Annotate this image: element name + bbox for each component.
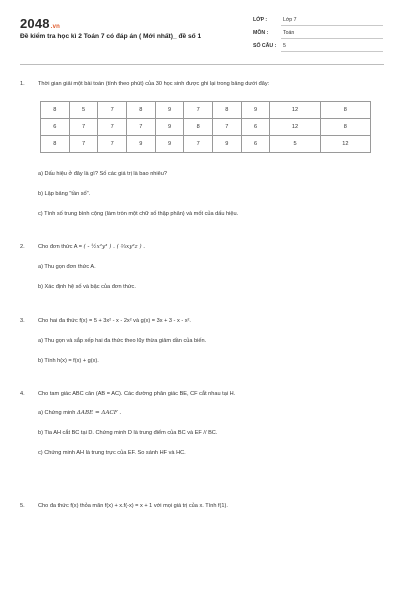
table-cell: 6 — [241, 136, 270, 153]
triangle-congruence: ΔABE = ΔACF . — [76, 410, 122, 416]
table-cell: 9 — [213, 136, 242, 153]
table-cell: 12 — [270, 119, 320, 136]
q4-part-b: b) Tia AH cắt BC tại D. Chứng minh D là trung điểm của BC và EF // BC. — [38, 430, 218, 436]
q3-part-b: b) Tính h(x) = f(x) + g(x). — [38, 358, 99, 364]
table-cell: 9 — [241, 102, 270, 119]
question-2: 2. Cho đơn thức A = ( - ½x²y³ ) . ( ⅔xy²z ) . — [20, 244, 146, 250]
table-cell: 8 — [41, 102, 70, 119]
table-cell: 7 — [184, 102, 213, 119]
table-cell: 7 — [184, 136, 213, 153]
table-cell: 12 — [270, 102, 320, 119]
table-cell: 8 — [320, 102, 370, 119]
monomial-expression: ( - ½x²y³ ) . ( ⅔xy²z ) . — [83, 244, 146, 250]
table-cell: 7 — [69, 136, 98, 153]
table-cell: 8 — [184, 119, 213, 136]
table-cell: 9 — [155, 119, 184, 136]
meta-socau: SỐ CÂU : 5 — [253, 43, 383, 53]
table-cell: 9 — [127, 136, 156, 153]
table-row — [41, 136, 371, 153]
table-cell: 8 — [127, 102, 156, 119]
page-title: Đề kiểm tra học kì 2 Toán 7 có đáp án ( Mới nhất)_ đề số 1 — [20, 33, 202, 40]
table-cell: 8 — [41, 136, 70, 153]
table-cell: 7 — [98, 119, 127, 136]
header-divider — [20, 64, 384, 65]
meta-lop: LỚP : Lớp 7 — [253, 17, 383, 27]
table-cell: 7 — [98, 102, 127, 119]
q1-part-a: a) Dấu hiệu ở đây là gì? Số các giá trị là bao nhiêu? — [38, 171, 167, 177]
meta-mon: MÔN : Toán — [253, 30, 383, 40]
table-cell: 8 — [320, 119, 370, 136]
table-cell: 5 — [69, 102, 98, 119]
table-cell: 6 — [241, 119, 270, 136]
table-row — [41, 119, 371, 136]
table-cell: 12 — [320, 136, 370, 153]
q2-part-a: a) Thu gọn đơn thức A. — [38, 264, 96, 270]
table-cell: 7 — [213, 119, 242, 136]
table-cell: 7 — [69, 119, 98, 136]
table-cell: 6 — [41, 119, 70, 136]
q1-part-b: b) Lập bảng "tần số". — [38, 191, 91, 197]
q2-part-b: b) Xác định hệ số và bậc của đơn thức. — [38, 284, 136, 290]
question-3: 3. Cho hai đa thức f(x) = 5 + 3x² - x - 2x² và g(x) = 3x + 3 - x - x². — [20, 318, 191, 324]
q4-part-c: c) Chứng minh AH là trung trực của EF. So sánh HF và HC. — [38, 450, 186, 456]
brand-logo[interactable]: 2048.vn — [20, 16, 61, 31]
table-cell: 7 — [98, 136, 127, 153]
q4-part-a: a) Chứng minh ΔABE = ΔACF . — [38, 410, 122, 416]
table-cell: 9 — [155, 136, 184, 153]
question-1: 1. Thời gian giải một bài toán (tính theo phút) của 30 học sinh được ghi lại trong bảng dưới đây: — [20, 81, 270, 87]
table-row — [41, 102, 371, 119]
data-table — [40, 101, 371, 153]
table-cell: 5 — [270, 136, 320, 153]
question-4: 4. Cho tam giác ABC cân (AB = AC). Các đường phân giác BE, CF cắt nhau tại H. — [20, 391, 236, 397]
table-cell: 7 — [127, 119, 156, 136]
table-cell: 9 — [155, 102, 184, 119]
question-5: 5. Cho đa thức f(x) thỏa mãn f(x) + x.f(-x) = x + 1 với mọi giá trị của x. Tính f(1). — [20, 503, 228, 509]
q3-part-a: a) Thu gọn và sắp xếp hai đa thức theo lũy thừa giảm dần của biến. — [38, 338, 207, 344]
q1-part-c: c) Tính số trung bình cộng (làm tròn một chữ số thập phân) và mốt của dấu hiệu. — [38, 211, 239, 217]
header — [0, 0, 400, 64]
table-cell: 8 — [213, 102, 242, 119]
